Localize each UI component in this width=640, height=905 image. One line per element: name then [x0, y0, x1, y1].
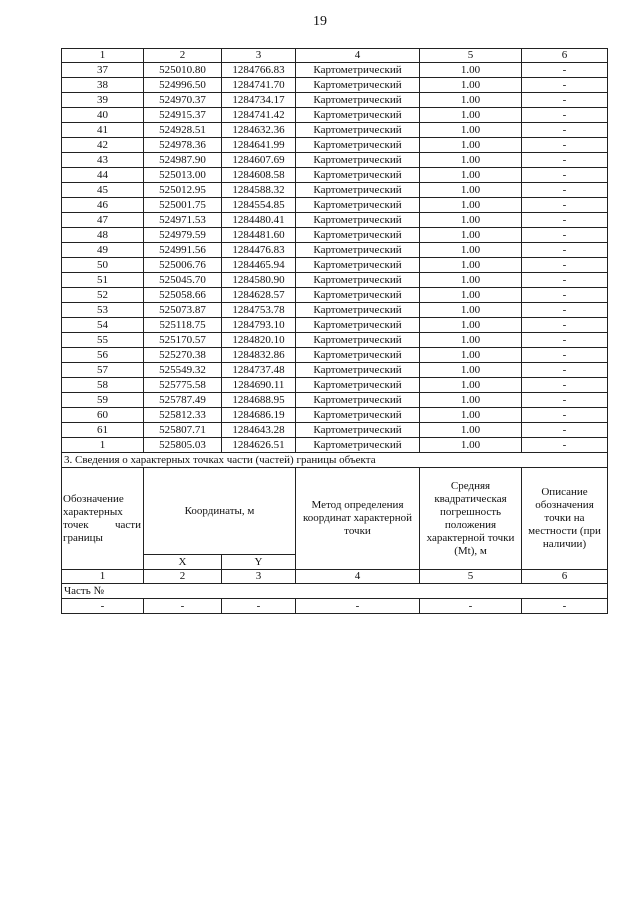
table-cell: -: [522, 138, 608, 153]
table-cell: 61: [62, 423, 144, 438]
table-row: [62, 78, 608, 93]
table-cell: 524991.56: [144, 243, 222, 258]
part-label-row: [62, 584, 608, 599]
table-cell: 525058.66: [144, 288, 222, 303]
table-cell: 1.00: [420, 108, 522, 123]
table-cell: 1284688.95: [222, 393, 296, 408]
table-cell: Картометрический: [296, 183, 420, 198]
table-cell: 40: [62, 108, 144, 123]
header-cell: 6: [522, 570, 608, 584]
table-cell: 1.00: [420, 393, 522, 408]
table-cell: -: [522, 438, 608, 453]
table-cell: -: [420, 599, 522, 614]
table-row: [62, 348, 608, 363]
part-label: Часть №: [62, 584, 608, 599]
table-cell: 1284766.83: [222, 63, 296, 78]
table-cell: 525118.75: [144, 318, 222, 333]
table-cell: 38: [62, 78, 144, 93]
table-cell: 41: [62, 123, 144, 138]
table-cell: 60: [62, 408, 144, 423]
table-cell: 1.00: [420, 63, 522, 78]
description-header: Описание обозначения точки на местности (при наличии): [522, 468, 608, 570]
table-cell: 1.00: [420, 333, 522, 348]
table-cell: 55: [62, 333, 144, 348]
header-cell: 1: [62, 570, 144, 584]
table-cell: Картометрический: [296, 438, 420, 453]
table-cell: Картометрический: [296, 63, 420, 78]
header-cell: 4: [296, 49, 420, 63]
table-cell: 1.00: [420, 273, 522, 288]
column-number-row: [62, 49, 608, 63]
table-row: [62, 303, 608, 318]
table-cell: -: [522, 408, 608, 423]
table-cell: 524928.51: [144, 123, 222, 138]
table-cell: 44: [62, 168, 144, 183]
table-row: [62, 363, 608, 378]
table-cell: 1284481.60: [222, 228, 296, 243]
table-cell: -: [522, 123, 608, 138]
table-cell: 1284607.69: [222, 153, 296, 168]
table-cell: -: [522, 333, 608, 348]
table-cell: 1284734.17: [222, 93, 296, 108]
table-cell: 1.00: [420, 378, 522, 393]
table-row: [62, 63, 608, 78]
table-cell: 1284632.36: [222, 123, 296, 138]
table-cell: 1.00: [420, 93, 522, 108]
table-cell: 525270.38: [144, 348, 222, 363]
header-cell: 2: [144, 570, 222, 584]
table-cell: 1.00: [420, 78, 522, 93]
table-cell: -: [144, 599, 222, 614]
header-cell: 3: [222, 570, 296, 584]
table-cell: 1.00: [420, 213, 522, 228]
table-cell: -: [522, 273, 608, 288]
table-cell: 525812.33: [144, 408, 222, 423]
table-cell: 1284465.94: [222, 258, 296, 273]
table-cell: -: [522, 423, 608, 438]
table-row: [62, 93, 608, 108]
table-cell: 52: [62, 288, 144, 303]
table-cell: Картометрический: [296, 408, 420, 423]
table-row: [62, 213, 608, 228]
table-cell: 1.00: [420, 318, 522, 333]
table-cell: 42: [62, 138, 144, 153]
designation-line: точек части: [63, 518, 141, 531]
table-cell: -: [522, 288, 608, 303]
table-cell: -: [522, 213, 608, 228]
table-cell: 1.00: [420, 288, 522, 303]
table-cell: 58: [62, 378, 144, 393]
header-cell: 2: [144, 49, 222, 63]
table-cell: -: [522, 228, 608, 243]
error-header: Средняя квадратическая погрешность положения характерной точки (Mt), м: [420, 468, 522, 570]
table-row: [62, 138, 608, 153]
table-cell: 1284686.19: [222, 408, 296, 423]
table-row: [62, 393, 608, 408]
table-cell: 1284554.85: [222, 198, 296, 213]
table-cell: Картометрический: [296, 318, 420, 333]
table-row: [62, 198, 608, 213]
table-cell: Картометрический: [296, 243, 420, 258]
table-cell: 525807.71: [144, 423, 222, 438]
table-cell: Картометрический: [296, 273, 420, 288]
table-cell: Картометрический: [296, 228, 420, 243]
table-cell: -: [522, 243, 608, 258]
table-cell: 50: [62, 258, 144, 273]
table-cell: 56: [62, 348, 144, 363]
table-cell: 525045.70: [144, 273, 222, 288]
table-row: [62, 258, 608, 273]
table-cell: 1284626.51: [222, 438, 296, 453]
designation-line: Обозначение: [63, 492, 124, 505]
table-cell: 525010.80: [144, 63, 222, 78]
header-cell: 1: [62, 49, 144, 63]
table-cell: Картометрический: [296, 288, 420, 303]
table-cell: 525006.76: [144, 258, 222, 273]
table-cell: 1284641.99: [222, 138, 296, 153]
table-cell: 1.00: [420, 423, 522, 438]
table-cell: Картометрический: [296, 303, 420, 318]
table-row: [62, 438, 608, 453]
table-cell: -: [522, 258, 608, 273]
table-cell: Картометрический: [296, 258, 420, 273]
table-cell: -: [222, 599, 296, 614]
table-cell: 1284753.78: [222, 303, 296, 318]
table-cell: -: [522, 363, 608, 378]
table-row: [62, 108, 608, 123]
table-cell: Картометрический: [296, 213, 420, 228]
table-cell: -: [522, 198, 608, 213]
table-cell: -: [522, 168, 608, 183]
table-cell: 525012.95: [144, 183, 222, 198]
table-cell: Картометрический: [296, 153, 420, 168]
table-cell: 1284588.32: [222, 183, 296, 198]
designation-line: характерных: [63, 505, 123, 518]
table-cell: -: [522, 348, 608, 363]
table-cell: 53: [62, 303, 144, 318]
table-cell: Картометрический: [296, 423, 420, 438]
section3-number-row: [62, 570, 608, 584]
table-cell: 49: [62, 243, 144, 258]
table-cell: 1.00: [420, 198, 522, 213]
table-row: [62, 423, 608, 438]
table-cell: 51: [62, 273, 144, 288]
table-cell: 1.00: [420, 138, 522, 153]
table-row: [62, 318, 608, 333]
table-cell: 1.00: [420, 183, 522, 198]
table-cell: 524970.37: [144, 93, 222, 108]
table-cell: 1.00: [420, 123, 522, 138]
table-cell: -: [522, 183, 608, 198]
table-cell: -: [522, 63, 608, 78]
table-cell: -: [522, 153, 608, 168]
designation-header: [62, 468, 144, 570]
page-number: 19: [313, 14, 327, 29]
table-cell: 525549.32: [144, 363, 222, 378]
table-cell: 1284476.83: [222, 243, 296, 258]
table-cell: Картометрический: [296, 108, 420, 123]
table-cell: 1284793.10: [222, 318, 296, 333]
table-cell: 525805.03: [144, 438, 222, 453]
table-cell: 1.00: [420, 438, 522, 453]
table-cell: 1.00: [420, 228, 522, 243]
header-cell: 3: [222, 49, 296, 63]
table-cell: Картометрический: [296, 348, 420, 363]
table-cell: -: [522, 78, 608, 93]
table-row: [62, 183, 608, 198]
section3-title: 3. Сведения о характерных точках части (частей) границы объекта: [62, 453, 608, 468]
table-row: [62, 243, 608, 258]
table-cell: 524979.59: [144, 228, 222, 243]
table-cell: Картометрический: [296, 138, 420, 153]
table-cell: Картометрический: [296, 378, 420, 393]
table-row: [62, 288, 608, 303]
table-cell: 43: [62, 153, 144, 168]
table-cell: -: [522, 378, 608, 393]
table-cell: 1284608.58: [222, 168, 296, 183]
table-cell: Картометрический: [296, 198, 420, 213]
designation-line: границы: [63, 531, 103, 544]
table-cell: 54: [62, 318, 144, 333]
table-cell: 525013.00: [144, 168, 222, 183]
coordinates-header: Координаты, м: [144, 468, 296, 555]
table-cell: 45: [62, 183, 144, 198]
x-header: X: [144, 555, 222, 570]
table-cell: 525787.49: [144, 393, 222, 408]
table-cell: 48: [62, 228, 144, 243]
table-cell: -: [522, 93, 608, 108]
table-cell: 1284643.28: [222, 423, 296, 438]
table-cell: 524987.90: [144, 153, 222, 168]
table-row: [62, 168, 608, 183]
table-cell: 39: [62, 93, 144, 108]
y-header: Y: [222, 555, 296, 570]
table-cell: 1284690.11: [222, 378, 296, 393]
table-cell: 1.00: [420, 408, 522, 423]
table-cell: 525170.57: [144, 333, 222, 348]
table-cell: 1.00: [420, 363, 522, 378]
header-cell: 5: [420, 570, 522, 584]
table-cell: 59: [62, 393, 144, 408]
section3-title-row: [62, 453, 608, 468]
table-cell: Картометрический: [296, 78, 420, 93]
table-cell: -: [296, 599, 420, 614]
header-cell: 5: [420, 49, 522, 63]
header-cell: 6: [522, 49, 608, 63]
table-cell: 524971.53: [144, 213, 222, 228]
table-cell: 1284820.10: [222, 333, 296, 348]
table-cell: Картометрический: [296, 363, 420, 378]
empty-data-row: [62, 599, 608, 614]
table-cell: 1.00: [420, 243, 522, 258]
table-cell: 47: [62, 213, 144, 228]
table-cell: 1.00: [420, 348, 522, 363]
table-cell: 1284741.70: [222, 78, 296, 93]
table-cell: -: [522, 108, 608, 123]
table-cell: -: [522, 318, 608, 333]
table-cell: 524978.36: [144, 138, 222, 153]
table-cell: 1284737.48: [222, 363, 296, 378]
header-cell: 4: [296, 570, 420, 584]
table-row: [62, 333, 608, 348]
table-row: [62, 228, 608, 243]
table-cell: 524915.37: [144, 108, 222, 123]
table-cell: 525001.75: [144, 198, 222, 213]
table-cell: 46: [62, 198, 144, 213]
section3-header-row: [62, 468, 608, 555]
table-cell: 1284741.42: [222, 108, 296, 123]
table-cell: 1284628.57: [222, 288, 296, 303]
table-cell: 524996.50: [144, 78, 222, 93]
table-cell: 1284480.41: [222, 213, 296, 228]
table-row: [62, 408, 608, 423]
table-cell: -: [62, 599, 144, 614]
table-cell: 37: [62, 63, 144, 78]
table-cell: 1.00: [420, 168, 522, 183]
table-cell: 1.00: [420, 153, 522, 168]
table-cell: Картометрический: [296, 393, 420, 408]
points-table-body: [62, 49, 608, 453]
table-cell: 1.00: [420, 303, 522, 318]
table-cell: Картометрический: [296, 333, 420, 348]
table-cell: 1.00: [420, 258, 522, 273]
table-cell: 525073.87: [144, 303, 222, 318]
table-cell: Картометрический: [296, 168, 420, 183]
table-cell: 1: [62, 438, 144, 453]
table-row: [62, 378, 608, 393]
table-cell: Картометрический: [296, 93, 420, 108]
table-cell: -: [522, 599, 608, 614]
table-cell: -: [522, 393, 608, 408]
table-cell: -: [522, 303, 608, 318]
table-cell: Картометрический: [296, 123, 420, 138]
table-row: [62, 153, 608, 168]
method-header: Метод определения координат характерной точки: [296, 468, 420, 570]
table-row: [62, 273, 608, 288]
section3-body: [62, 453, 608, 614]
table-cell: 1284832.86: [222, 348, 296, 363]
boundary-points-table: [61, 48, 608, 614]
table-cell: 1284580.90: [222, 273, 296, 288]
table-cell: 525775.58: [144, 378, 222, 393]
table-cell: 57: [62, 363, 144, 378]
table-row: [62, 123, 608, 138]
